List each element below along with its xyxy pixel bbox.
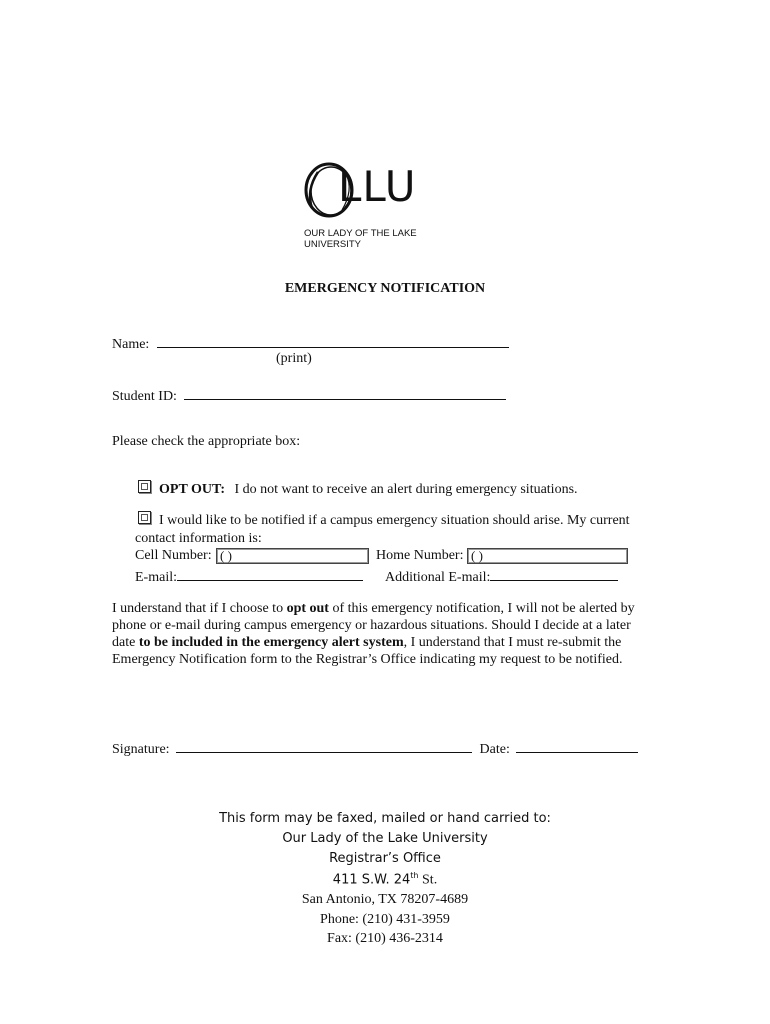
opt-out-row <box>159 482 578 498</box>
name-row <box>112 333 509 353</box>
signature-label: Signature: <box>112 742 170 757</box>
footer-line-2: Our Lady of the Lake University <box>282 831 488 846</box>
name-field[interactable] <box>157 333 509 348</box>
ollu-logo <box>302 160 470 250</box>
student-id-field[interactable] <box>184 385 506 400</box>
email-field[interactable] <box>177 566 363 581</box>
name-hint: (print) <box>276 351 312 366</box>
additional-email-label: Additional E-mail: <box>385 570 491 585</box>
cell-label: Cell Number: <box>135 548 212 563</box>
logo-wordmark: LLU <box>338 162 417 211</box>
email-row <box>135 566 363 586</box>
footer-line-1: This form may be faxed, mailed or hand carried to: <box>219 811 551 826</box>
logo-tagline: OUR LADY OF THE LAKE UNIVERSITY <box>304 228 417 250</box>
cell-number-field[interactable]: ( ) <box>216 548 369 564</box>
opt-in-text-line2: contact information is: <box>135 531 262 546</box>
student-id-row <box>112 385 506 405</box>
additional-email-row <box>385 566 618 586</box>
footer-line-4 <box>0 871 770 888</box>
footer-address-street: 411 S.W. 24 <box>332 872 411 888</box>
opt-in-checkbox[interactable] <box>138 511 151 524</box>
footer-line-5: San Antonio, TX 78207-4689 <box>301 892 469 907</box>
footer-line-6: Phone: (210) 431-3959 <box>320 912 450 927</box>
signature-row <box>112 738 638 758</box>
additional-email-field[interactable] <box>490 566 618 581</box>
home-label: Home Number: <box>376 548 464 563</box>
disclaimer-text-1: I understand that if I choose to <box>112 601 287 616</box>
opt-in-text-line1: I would like to be notified if a campus emergency situation should arise. My current <box>159 513 630 528</box>
date-label: Date: <box>479 742 510 757</box>
opt-out-label: OPT OUT: <box>159 482 225 497</box>
opt-out-text: I do not want to receive an alert during emergency situations. <box>234 482 578 497</box>
check-prompt: Please check the appropriate box: <box>112 434 301 449</box>
disclaimer-text-2: of this emergency notification, I will not be alerted by phone or e-mail during campus emergency or hazardous situations. Should I decide at a later date <box>112 601 635 650</box>
opt-out-checkbox[interactable] <box>138 480 151 493</box>
footer-address-st: St. <box>418 872 438 888</box>
date-field[interactable] <box>516 738 638 753</box>
disclaimer-text-3: , I understand that I must re-submit the Emergency Notification form to the Registrar’s Office indicating my request to be notified. <box>112 635 623 667</box>
disclaimer-paragraph <box>112 600 652 668</box>
home-number-field[interactable]: ( ) <box>467 548 628 564</box>
form-title: EMERGENCY NOTIFICATION <box>284 281 486 296</box>
footer-address-suffix: th <box>410 871 419 880</box>
footer-line-7: Fax: (210) 436-2314 <box>327 931 443 946</box>
disclaimer-bold-2: to be included in the emergency alert system <box>138 635 404 650</box>
email-label: E-mail: <box>135 570 177 585</box>
name-label: Name: <box>112 337 150 352</box>
disclaimer-bold-1: opt out <box>286 601 329 616</box>
student-id-label: Student ID: <box>112 389 177 404</box>
signature-field[interactable] <box>176 738 472 753</box>
footer-line-3: Registrar’s Office <box>329 851 441 866</box>
